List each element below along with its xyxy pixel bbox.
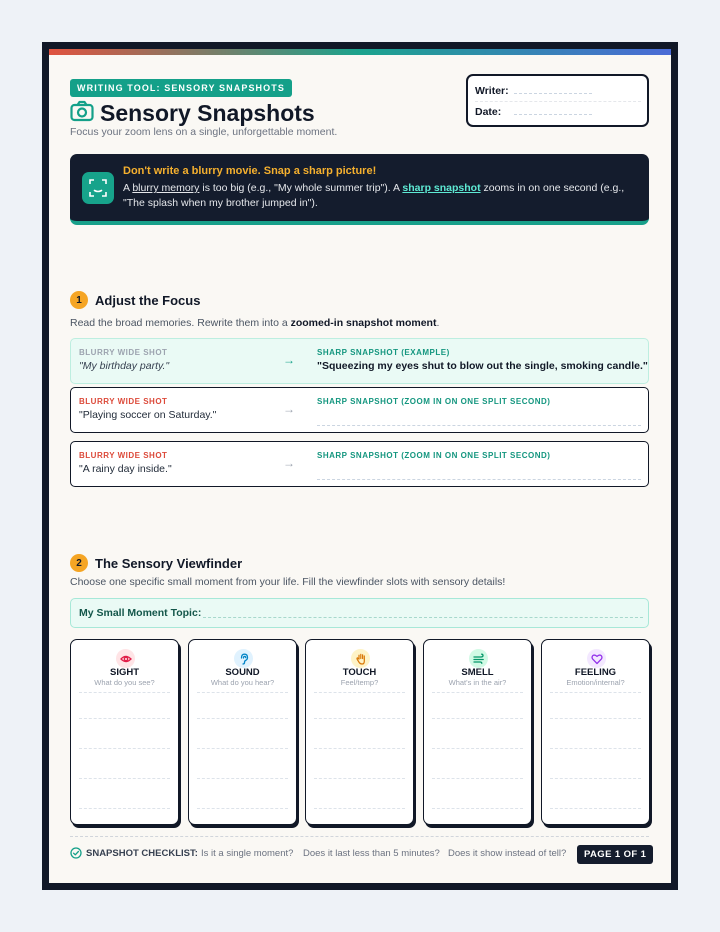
snapshot-example-text: "Squeezing my eyes shut to blow out the single, smoking candle." (317, 360, 648, 372)
section-title: Adjust the Focus (95, 292, 201, 308)
sense-card-feeling (541, 639, 650, 825)
section-2-heading (70, 554, 242, 572)
hand-icon (351, 649, 370, 668)
writing-line[interactable] (79, 718, 170, 719)
section-title: The Sensory Viewfinder (95, 555, 243, 571)
sense-hint: What do you hear? (210, 678, 275, 687)
topic-label: My Small Moment Topic: (79, 607, 202, 619)
page-subtitle: Focus your zoom lens on a single, unforgettable moment. (70, 126, 338, 138)
section-number: 2 (70, 554, 88, 572)
page-title: Sensory Snapshots (100, 100, 315, 126)
date-label: Date: (475, 106, 502, 118)
desc-bold: zoomed-in snapshot moment (290, 317, 437, 329)
arrow-right-icon: → (283, 353, 295, 367)
writing-line[interactable] (550, 692, 641, 693)
sense-card-smell (423, 639, 532, 825)
example-row (70, 338, 649, 384)
sharp-snapshot-term: sharp snapshot (402, 182, 481, 194)
writing-line[interactable] (550, 748, 641, 749)
gradient-top-bar (49, 49, 671, 55)
writing-line[interactable] (197, 778, 288, 779)
writing-line[interactable] (314, 748, 405, 749)
writer-field[interactable] (514, 93, 592, 94)
writing-line[interactable] (550, 718, 641, 719)
sense-hint: Emotion/internal? (566, 678, 625, 687)
wind-icon (469, 649, 488, 668)
writing-line[interactable] (432, 718, 523, 719)
writing-line[interactable] (314, 778, 405, 779)
banner-heading: Don't write a blurry movie. Snap a sharp picture! (123, 165, 377, 177)
left-label: BLURRY WIDE SHOT (79, 397, 168, 406)
writing-line[interactable] (79, 692, 170, 693)
arrow-right-icon: → (283, 402, 295, 416)
left-label: BLURRY WIDE SHOT (79, 348, 168, 357)
writer-label: Writer: (475, 85, 509, 97)
checklist-question: Does it show instead of tell? (448, 848, 567, 859)
section-2-description: Choose one specific small moment from your life. Fill the viewfinder slots with sensory details! (70, 576, 506, 588)
writing-line[interactable] (432, 808, 523, 809)
divider (475, 101, 641, 102)
writing-line[interactable] (432, 778, 523, 779)
camera-icon (70, 100, 94, 127)
writing-line[interactable] (314, 808, 405, 809)
checklist-question: Does it last less than 5 minutes? (303, 848, 440, 859)
writing-line[interactable] (314, 718, 405, 719)
task-row (70, 387, 649, 433)
focus-frame-icon (82, 172, 114, 204)
writing-line[interactable] (432, 748, 523, 749)
checklist-label: SNAPSHOT CHECKLIST: (86, 848, 198, 859)
sense-name: TOUCH (342, 667, 377, 678)
writing-line[interactable] (432, 692, 523, 693)
banner-text (123, 181, 638, 211)
tip-banner (70, 154, 649, 225)
answer-line[interactable] (317, 479, 641, 480)
eye-icon (116, 649, 135, 668)
ear-icon (234, 649, 253, 668)
blurry-text: "A rainy day inside." (79, 463, 172, 475)
sense-card-sight (70, 639, 179, 825)
sense-name: SIGHT (109, 667, 140, 678)
topic-field[interactable] (203, 617, 643, 618)
section-1-description (70, 317, 439, 329)
title-row (70, 100, 315, 127)
tool-badge: WRITING TOOL: SENSORY SNAPSHOTS (70, 79, 292, 97)
writing-line[interactable] (314, 692, 405, 693)
sense-card-touch (305, 639, 414, 825)
right-label: SHARP SNAPSHOT (EXAMPLE) (317, 348, 450, 357)
sense-hint: Feel/temp? (340, 678, 379, 687)
blurry-text: "My birthday party." (79, 360, 170, 372)
arrow-right-icon: → (283, 456, 295, 470)
date-field[interactable] (514, 114, 592, 115)
banner-text-b: is too big (e.g., "My whole summer trip"). A (199, 182, 403, 194)
section-1-heading (70, 291, 200, 309)
footer-divider (70, 836, 649, 837)
left-label: BLURRY WIDE SHOT (79, 451, 168, 460)
worksheet (49, 49, 671, 883)
writing-line[interactable] (550, 808, 641, 809)
page-number-badge: PAGE 1 OF 1 (577, 845, 653, 864)
sense-hint: What's in the air? (448, 678, 507, 687)
writer-date-box (466, 74, 649, 127)
task-row (70, 441, 649, 487)
blurry-memory-term: blurry memory (132, 182, 200, 194)
blurry-text: "Playing soccer on Saturday." (79, 409, 217, 421)
writing-line[interactable] (79, 748, 170, 749)
sense-hint: What do you see? (94, 678, 155, 687)
checklist-question: Is it a single moment? (201, 848, 294, 859)
section-number: 1 (70, 291, 88, 309)
writing-line[interactable] (197, 692, 288, 693)
desc-end: . (436, 317, 440, 329)
banner-text-c: zooms in on one second (e.g., "The splash when my brother jumped in"). (123, 182, 625, 209)
sense-name: FEELING (574, 667, 617, 678)
heart-icon (587, 649, 606, 668)
writing-line[interactable] (79, 808, 170, 809)
banner-text-a: A (123, 182, 133, 194)
check-circle-icon (70, 847, 82, 862)
writing-line[interactable] (197, 808, 288, 809)
writing-line[interactable] (197, 718, 288, 719)
sense-name: SOUND (225, 667, 260, 678)
writing-line[interactable] (79, 778, 170, 779)
right-label: SHARP SNAPSHOT (ZOOM IN ON ONE SPLIT SECOND) (317, 397, 551, 406)
topic-box (70, 598, 649, 628)
writing-line[interactable] (197, 748, 288, 749)
answer-line[interactable] (317, 425, 641, 426)
sense-card-sound (188, 639, 297, 825)
writing-line[interactable] (550, 778, 641, 779)
right-label: SHARP SNAPSHOT (ZOOM IN ON ONE SPLIT SECOND) (317, 451, 551, 460)
desc-text: Read the broad memories. Rewrite them into a (70, 317, 291, 329)
sense-name: SMELL (461, 667, 494, 678)
